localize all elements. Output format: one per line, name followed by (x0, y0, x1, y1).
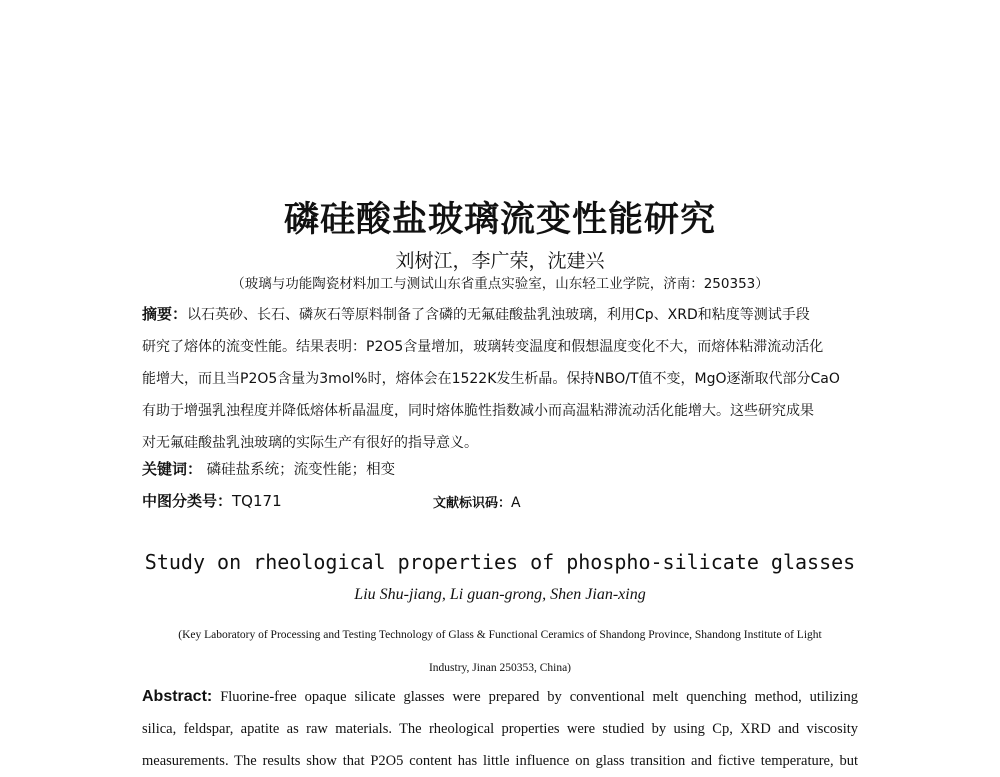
document-code (433, 492, 521, 511)
classification-number (142, 490, 282, 511)
chinese-abstract-line: 对无氟硅酸盐乳浊玻璃的实际生产有很好的指导意义。 (142, 435, 478, 451)
english-title: Study on rheological properties of phospho-silicate glasses (144, 550, 856, 574)
english-authors: Liu Shu-jiang, Li guan-grong, Shen Jian-xing (354, 586, 646, 603)
english-affiliation (0, 619, 1000, 685)
chinese-abstract-line: 摘要：以石英砂、长石、磷灰石等原料制备了含磷的无氟硅酸盐乳浊玻璃，利用Cp、XRD和粘度等测试手段 (142, 305, 810, 323)
chinese-abstract (142, 298, 858, 459)
document-code-value: A (511, 495, 521, 511)
chinese-abstract-line: 能增大，而且当P2O5含量为3mol%时，熔体会在1522K发生析晶。保持NBO/T值不变，MgO逐渐取代部分CaO (142, 371, 840, 387)
english-affiliation-line: Industry, Jinan 250353, China) (428, 662, 572, 674)
chinese-keywords-label: 关键词： (142, 460, 203, 478)
chinese-abstract-line: 研究了熔体的流变性能。结果表明：P2O5含量增加，玻璃转变温度和假想温度变化不大，而熔体粘滞流动活化 (142, 339, 824, 355)
classification-label: 中图分类号： (142, 492, 233, 510)
english-abstract-label: Abstract: (142, 688, 213, 705)
english-abstract-line: silica, feldspar, apatite as raw materials. The rheological properties were studied by using Cp, XRD and viscosity (142, 721, 858, 737)
chinese-title: 磷硅酸盐玻璃流变性能研究 (283, 200, 716, 240)
english-abstract (142, 681, 858, 777)
english-affiliation-line: (Key Laboratory of Processing and Testing Technology of Glass & Functional Ceramics of Shandong Province, Shandong Institute of Light (178, 629, 822, 641)
chinese-abstract-label: 摘要： (142, 305, 188, 323)
chinese-keywords (142, 458, 395, 479)
chinese-authors: 刘树江，李广荣，沈建兴 (395, 250, 605, 272)
chinese-keywords-value: 磷硅盐系统；流变性能；相变 (206, 462, 396, 478)
english-abstract-line: measurements. The results show that P2O5 content has little influence on glass transition and fictive temperature, but (142, 753, 858, 769)
chinese-affiliation: （玻璃与功能陶瓷材料加工与测试山东省重点实验室，山东轻工业学院，济南：250353） (231, 276, 769, 292)
english-abstract-line: Abstract: Fluorine-free opaque silicate glasses were prepared by conventional melt quenching method, utilizing (142, 688, 859, 705)
classification-value: TQ171 (232, 492, 282, 510)
chinese-abstract-line: 有助于增强乳浊程度并降低熔体析晶温度，同时熔体脆性指数减小而高温粘滞流动活化能增大。这些研究成果 (142, 403, 814, 419)
document-code-label: 文献标识码： (433, 496, 512, 511)
